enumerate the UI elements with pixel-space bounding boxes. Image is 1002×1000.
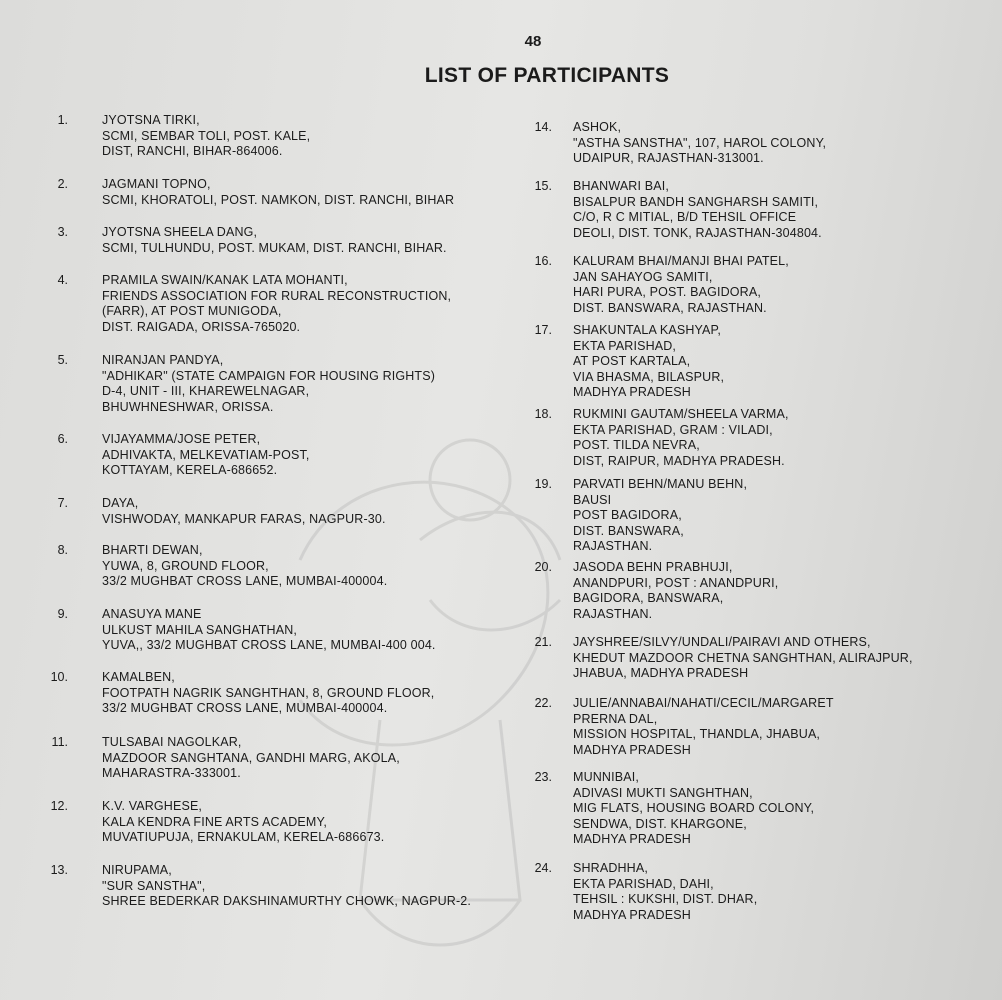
entry-line: DIST, RAIPUR, MADHYA PRADESH. — [573, 453, 785, 468]
entry-line: RAJASTHAN. — [573, 539, 653, 554]
entry-line: SCMI, TULHUNDU, POST. MUKAM, DIST. RANCHI, BIHAR. — [102, 240, 447, 255]
entry-line: JAN SAHAYOG SAMITI, — [573, 269, 713, 284]
entry-line: DIST. RAIGADA, ORISSA-765020. — [102, 319, 301, 334]
entry-line: DEOLI, DIST. TONK, RAJASTHAN-304804. — [573, 225, 822, 240]
entry-line: MAZDOOR SANGHTANA, GANDHI MARG, AKOLA, — [102, 750, 400, 765]
entry-number: 13. — [50, 863, 68, 877]
entry-line: EKTA PARISHAD, DAHI, — [573, 876, 714, 891]
entry-line: JAYSHREE/SILVY/UNDALI/PAIRAVI AND OTHERS, — [573, 635, 871, 649]
entry-number: 12. — [50, 799, 68, 813]
entry-text — [102, 177, 454, 208]
entry-number: 3. — [57, 225, 68, 239]
entry-number: 11. — [51, 735, 68, 749]
entry-line: JYOTSNA TIRKI, — [102, 113, 200, 127]
entry-number: 5. — [57, 353, 68, 367]
entry-line: POST. TILDA NEVRA, — [573, 438, 700, 453]
entry-text — [102, 273, 451, 335]
entry-line: BISALPUR BANDH SANGHARSH SAMITI, — [573, 194, 819, 209]
entry-line: NIRANJAN PANDYA, — [102, 353, 224, 367]
entry-text — [102, 432, 309, 479]
page-number: 48 — [524, 33, 542, 50]
entry-line: JAGMANI TOPNO, — [102, 177, 211, 191]
entry-text — [573, 254, 789, 316]
entry-line: C/O, R C MITIAL, B/D TEHSIL OFFICE — [573, 210, 797, 225]
entry-line: PARVATI BEHN/MANU BEHN, — [573, 477, 748, 491]
entry-line: KAMALBEN, — [102, 670, 175, 684]
entry-line: MIG FLATS, HOUSING BOARD COLONY, — [573, 801, 815, 816]
entry-line: NIRUPAMA, — [102, 863, 172, 877]
entry-text — [573, 477, 747, 555]
entry-number: 8. — [57, 543, 68, 557]
entry-line: TULSABAI NAGOLKAR, — [102, 735, 242, 749]
entry-number: 21. — [534, 635, 552, 649]
entry-text — [102, 496, 386, 527]
entry-line: JYOTSNA SHEELA DANG, — [102, 225, 258, 239]
entry-line: BHANWARI BAI, — [573, 179, 669, 193]
entry-text — [102, 799, 384, 846]
entry-line: KALURAM BHAI/MANJI BHAI PATEL, — [573, 254, 789, 268]
entry-number: 17. — [534, 323, 552, 337]
entry-line: HARI PURA, POST. BAGIDORA, — [573, 285, 761, 300]
entry-line: RUKMINI GAUTAM/SHEELA VARMA, — [573, 407, 789, 421]
entry-text — [102, 670, 434, 717]
entry-line: JHABUA, MADHYA PRADESH — [573, 666, 749, 681]
entry-line: (FARR), AT POST MUNIGODA, — [102, 304, 282, 319]
entry-line: YUWA, 8, GROUND FLOOR, — [102, 558, 269, 573]
entry-text — [102, 863, 471, 910]
entry-text — [573, 861, 757, 923]
entry-line: YUVA,, 33/2 MUGHBAT CROSS LANE, MUMBAI-400 004. — [102, 638, 436, 653]
entry-line: JASODA BEHN PRABHUJI, — [573, 560, 733, 574]
entry-line: EKTA PARISHAD, — [573, 338, 677, 353]
entry-line: "ADHIKAR" (STATE CAMPAIGN FOR HOUSING RIGHTS) — [102, 368, 436, 383]
entry-line: EKTA PARISHAD, GRAM : VILADI, — [573, 422, 773, 437]
entry-line: MADHYA PRADESH — [573, 742, 691, 757]
entry-number: 22. — [534, 696, 552, 710]
entry-number: 7. — [57, 496, 68, 510]
entry-text — [573, 770, 814, 848]
entry-line: MISSION HOSPITAL, THANDLA, JHABUA, — [573, 727, 821, 742]
entry-line: BAGIDORA, BANSWARA, — [573, 591, 724, 606]
entry-text — [573, 323, 724, 401]
entry-line: JULIE/ANNABAI/NAHATI/CECIL/MARGARET — [573, 696, 834, 710]
entry-line: D-4, UNIT - III, KHAREWELNAGAR, — [102, 384, 310, 399]
entry-text — [573, 635, 913, 682]
entry-line: MAHARASTRA-333001. — [102, 766, 241, 781]
entry-line: VISHWODAY, MANKAPUR FARAS, NAGPUR-30. — [102, 511, 386, 526]
entry-line: VIJAYAMMA/JOSE PETER, — [102, 432, 261, 446]
entry-line: ADIVASI MUKTI SANGHTHAN, — [573, 785, 753, 800]
entry-text — [573, 407, 789, 469]
entry-line: FOOTPATH NAGRIK SANGHTHAN, 8, GROUND FLOOR, — [102, 685, 435, 700]
entry-number: 9. — [57, 607, 68, 621]
entry-number: 4. — [57, 273, 68, 287]
entry-line: DAYA, — [102, 496, 139, 510]
entry-line: UDAIPUR, RAJASTHAN-313001. — [573, 151, 764, 166]
entry-text — [573, 560, 778, 622]
entry-line: RAJASTHAN. — [573, 606, 653, 621]
entry-line: ADHIVAKTA, MELKEVATIAM-POST, — [102, 447, 310, 462]
entry-number: 23. — [534, 770, 552, 784]
entry-line: "ASTHA SANSTHA", 107, HAROL COLONY, — [573, 135, 827, 150]
entry-line: KALA KENDRA FINE ARTS ACADEMY, — [102, 814, 327, 829]
entry-line: BHARTI DEWAN, — [102, 543, 203, 557]
entry-line: MADHYA PRADESH — [573, 385, 691, 400]
entry-text — [102, 353, 435, 415]
entry-line: PRAMILA SWAIN/KANAK LATA MOHANTI, — [102, 273, 348, 287]
entry-line: SHRADHHA, — [573, 861, 648, 875]
entry-line: SHREE BEDERKAR DAKSHINAMURTHY CHOWK, NAGPUR-2. — [102, 894, 471, 909]
entry-number: 1. — [57, 113, 68, 127]
entry-line: AT POST KARTALA, — [573, 354, 691, 369]
entry-line: ANANDPURI, POST : ANANDPURI, — [573, 575, 779, 590]
entry-line: TEHSIL : KUKSHI, DIST. DHAR, — [573, 892, 758, 907]
entry-line: 33/2 MUGHBAT CROSS LANE, MUMBAI-400004. — [102, 574, 388, 589]
entry-number: 19. — [534, 477, 552, 491]
entry-line: SHAKUNTALA KASHYAP, — [573, 323, 722, 337]
entry-line: DIST. BANSWARA, — [573, 523, 684, 538]
entry-number: 24. — [534, 861, 552, 875]
entry-line: VIA BHASMA, BILASPUR, — [573, 369, 725, 384]
entry-number: 10. — [50, 670, 68, 684]
entry-line: 33/2 MUGHBAT CROSS LANE, MUMBAI-400004. — [102, 701, 388, 716]
entry-text — [573, 696, 834, 758]
entry-line: MUNNIBAI, — [573, 770, 639, 784]
entry-number: 20. — [534, 560, 552, 574]
entry-line: DIST, RANCHI, BIHAR-864006. — [102, 144, 283, 159]
entry-line: KOTTAYAM, KERELA-686652. — [102, 463, 278, 478]
entry-line: SCMI, KHORATOLI, POST. NAMKON, DIST. RANCHI, BIHAR — [102, 192, 455, 207]
entry-line: DIST. BANSWARA, RAJASTHAN. — [573, 300, 767, 315]
entry-line: SENDWA, DIST. KHARGONE, — [573, 816, 747, 831]
entry-number: 18. — [534, 407, 552, 421]
entry-line: POST BAGIDORA, — [573, 508, 682, 523]
entry-text — [102, 607, 436, 654]
entry-line: KHEDUT MAZDOOR CHETNA SANGHTHAN, ALIRAJPUR, — [573, 650, 913, 665]
entry-line: PRERNA DAL, — [573, 711, 658, 726]
entry-text — [102, 543, 387, 590]
entry-line: "SUR SANSTHA", — [102, 878, 206, 893]
entry-line: MADHYA PRADESH — [573, 832, 691, 847]
entry-line: K.V. VARGHESE, — [102, 799, 203, 813]
entry-line: FRIENDS ASSOCIATION FOR RURAL RECONSTRUCTION, — [102, 288, 452, 303]
entry-number: 2. — [57, 177, 68, 191]
entry-line: BAUSI — [573, 492, 612, 507]
entry-number: 15. — [534, 179, 552, 193]
entry-text — [102, 735, 400, 782]
entry-text — [102, 113, 310, 160]
entry-number: 6. — [57, 432, 68, 446]
entry-line: BHUWHNESHWAR, ORISSA. — [102, 399, 274, 414]
entry-text — [573, 179, 822, 241]
entry-line: MADHYA PRADESH — [573, 907, 691, 922]
entry-line: SCMI, SEMBAR TOLI, POST. KALE, — [102, 128, 311, 143]
entry-line: ASHOK, — [573, 120, 622, 134]
entry-line: ANASUYA MANE — [102, 607, 202, 621]
page-title: LIST OF PARTICIPANTS — [424, 64, 670, 87]
entry-number: 14. — [534, 120, 552, 134]
entry-text — [573, 120, 826, 167]
entry-line: MUVATIUPUJA, ERNAKULAM, KERELA-686673. — [102, 830, 385, 845]
entry-number: 16. — [534, 254, 552, 268]
entry-text — [102, 225, 447, 256]
entry-line: ULKUST MAHILA SANGHATHAN, — [102, 622, 297, 637]
